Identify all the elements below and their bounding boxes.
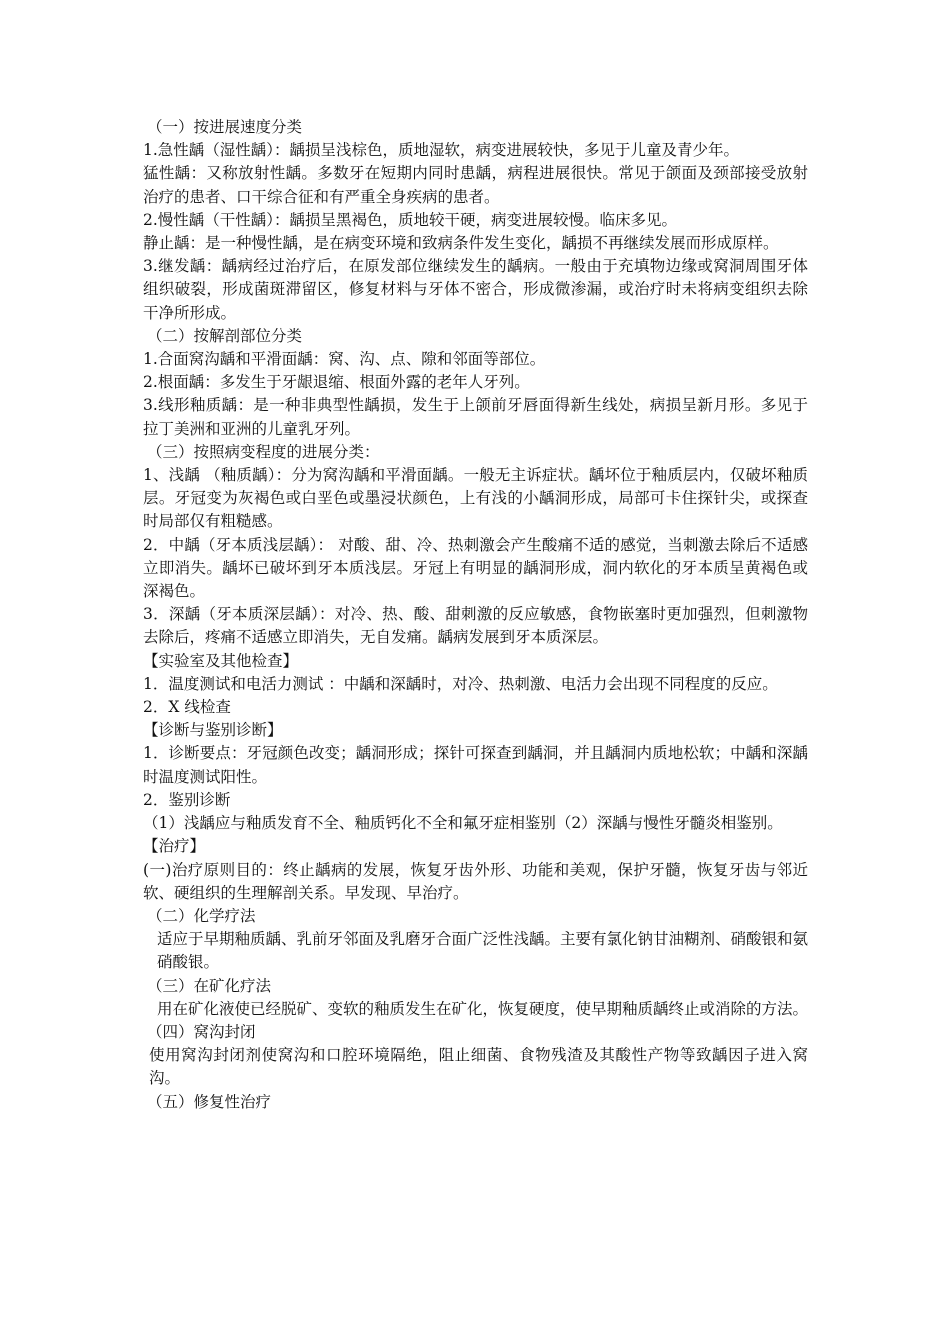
paragraph: 2．X 线检查 — [143, 698, 231, 717]
section-heading: （三）在矿化疗法 — [147, 976, 272, 995]
document-page — [143, 116, 808, 1114]
paragraph: 静止龋：是一种慢性龋，是在病变环境和致病条件发生变化，龋损不再继续发展而形成原样。 — [143, 234, 779, 253]
paragraph: 1.急性龋（湿性龋）：龋损呈浅棕色，质地湿软，病变进展较快，多见于儿童及青少年。 — [143, 141, 740, 160]
paragraph: 2．中龋（牙本质浅层龋）： 对酸、甜、冷、热刺激会产生酸痛不适的感觉，当刺激去除后不适感立即消失。龋坏已破坏到牙本质浅层。牙冠上有明显的龋洞形成，洞内软化的牙本质呈黄褐色或深褐色。 — [143, 535, 808, 601]
section-heading: （二）按解剖部位分类 — [147, 326, 303, 345]
section-heading: （二）化学疗法 — [147, 906, 256, 925]
paragraph: 3.线形釉质龋：是一种非典型性龋损，发生于上颌前牙唇面得新生线处，病损呈新月形。多见于拉丁美洲和亚洲的儿童乳牙列。 — [143, 396, 808, 438]
paragraph: 2．鉴别诊断 — [143, 790, 231, 809]
section-heading: （五）修复性治疗 — [147, 1092, 272, 1111]
section-heading: 【诊断与鉴别诊断】 — [143, 721, 283, 740]
paragraph: 3．深龋（牙本质深层龋）：对冷、热、酸、甜刺激的反应敏感，食物嵌塞时更加强烈，但刺激物去除后，疼痛不适感立即消失，无自发痛。龋病发展到牙本质深层。 — [143, 605, 808, 647]
paragraph: 2.根面龋：多发生于牙龈退缩、根面外露的老年人牙列。 — [143, 373, 530, 392]
paragraph: 3.继发龋：龋病经过治疗后，在原发部位继续发生的龋病。一般由于充填物边缘或窝洞周围牙体组织破裂，形成菌斑滞留区，修复材料与牙体不密合，形成微渗漏，或治疗时未将病变组织去除干净所形成。 — [143, 257, 808, 322]
paragraph: （1）浅龋应与釉质发育不全、釉质钙化不全和氟牙症相鉴别（2）深龋与慢性牙髓炎相鉴别。 — [143, 814, 783, 833]
section-heading: （四）窝沟封闭 — [147, 1022, 256, 1041]
section-heading: 【治疗】 — [143, 837, 206, 856]
paragraph: 1．诊断要点：牙冠颜色改变；龋洞形成；探针可探查到龋洞，并且龋洞内质地松软；中龋和深龋时温度测试阳性。 — [143, 744, 808, 786]
paragraph: 使用窝沟封闭剂使窝沟和口腔环境隔绝，阻止细菌、食物残渣及其酸性产物等致龋因子进入窝沟。 — [149, 1046, 808, 1088]
section-heading: （三）按照病变程度的进展分类： — [147, 442, 380, 461]
paragraph: (一)治疗原则目的：终止龋病的发展，恢复牙齿外形、功能和美观，保护牙髓，恢复牙齿与邻近软、硬组织的生理解剖关系。早发现、早治疗。 — [143, 860, 808, 902]
paragraph: 猛性龋：又称放射性龋。多数牙在短期内同时患龋，病程进展很快。常见于颌面及颈部接受放射治疗的患者、口干综合征和有严重全身疾病的患者。 — [143, 164, 808, 206]
paragraph: 适应于早期釉质龋、乳前牙邻面及乳磨牙合面广泛性浅龋。主要有氯化钠甘油糊剂、硝酸银和氨硝酸银。 — [157, 930, 809, 972]
paragraph: 用在矿化液使已经脱矿、变软的釉质发生在矿化，恢复硬度，使早期釉质龋终止或消除的方法。 — [157, 999, 809, 1018]
paragraph: 1.合面窝沟龋和平滑面龋：窝、沟、点、隙和邻面等部位。 — [143, 350, 546, 369]
section-heading: （一）按进展速度分类 — [147, 118, 303, 136]
section-heading: 【实验室及其他检查】 — [143, 651, 299, 670]
paragraph: 1．温度测试和电活力测试 ：中龋和深龋时，对冷、热刺激、电活力会出现不同程度的反应。 — [143, 674, 778, 693]
paragraph: 2.慢性龋（干性龋）：龋损呈黑褐色，质地较干硬，病变进展较慢。临床多见。 — [143, 210, 678, 229]
paragraph: 1、浅龋 （釉质龋）：分为窝沟龋和平滑面龋。一般无主诉症状。龋坏位于釉质层内，仅破坏釉质层。牙冠变为灰褐色或白垩色或墨浸状颜色，上有浅的小龋洞形成，局部可卡住探针尖，或探查时局部仅有粗糙感。 — [143, 466, 808, 531]
